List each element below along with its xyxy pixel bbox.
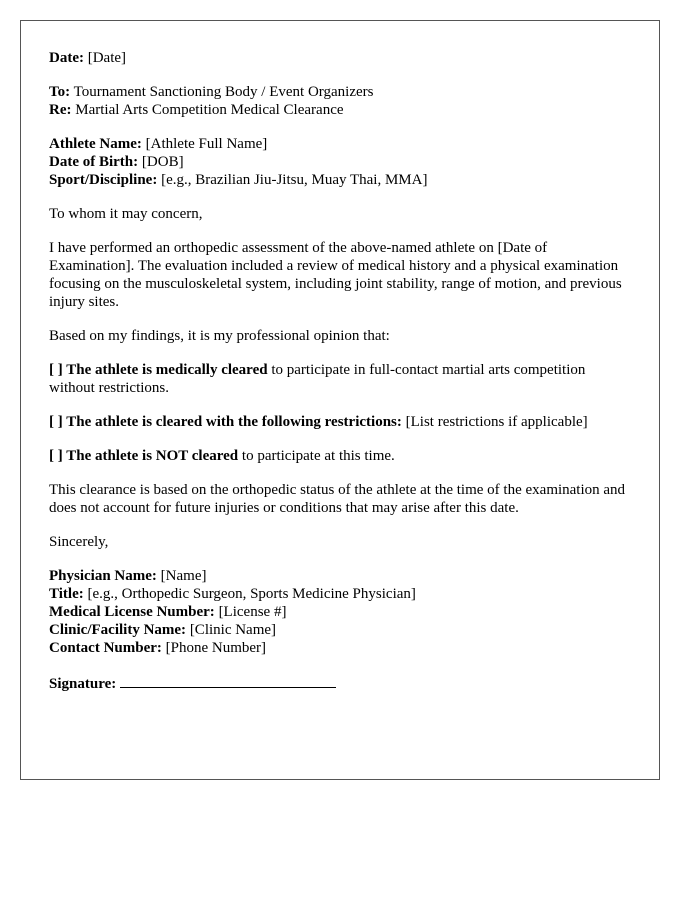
athlete-name-label: Athlete Name: [49, 136, 142, 152]
physician-license-line [49, 603, 631, 621]
physician-clinic-label: Clinic/Facility Name: [49, 622, 187, 638]
salutation: To whom it may concern, [49, 206, 203, 222]
physician-clinic-line [49, 621, 631, 639]
date-line [49, 49, 631, 67]
physician-title-value: [e.g., Orthopedic Surgeon, Sports Medicine Physician] [87, 586, 416, 602]
to-line [49, 83, 631, 101]
recipient-block [49, 83, 631, 119]
physician-license-label: Medical License Number: [49, 604, 215, 620]
athlete-name-value: [Athlete Full Name] [145, 136, 268, 152]
option-not-cleared-bold: [ ] The athlete is NOT cleared [49, 448, 239, 464]
opinion-paragraph: Based on my findings, it is my professional opinion that: [49, 328, 390, 344]
physician-name-label: Physician Name: [49, 568, 157, 584]
physician-contact-value: [Phone Number] [165, 640, 267, 656]
option-restricted [49, 413, 631, 431]
athlete-name-line [49, 135, 631, 153]
athlete-dob-label: Date of Birth: [49, 154, 139, 170]
date-value: [Date] [87, 50, 127, 66]
to-label: To: [49, 84, 71, 100]
option-cleared [49, 361, 631, 397]
physician-name-line [49, 567, 631, 585]
athlete-sport-label: Sport/Discipline: [49, 172, 158, 188]
option-cleared-text: to participate in full-contact martial arts competition without restrictions. [49, 362, 586, 396]
physician-title-label: Title: [49, 586, 84, 602]
athlete-dob-value: [DOB] [141, 154, 184, 170]
physician-clinic-value: [Clinic Name] [189, 622, 277, 638]
signature-label: Signature: [49, 676, 117, 692]
re-label: Re: [49, 102, 72, 118]
closing: Sincerely, [49, 534, 109, 550]
option-cleared-bold: [ ] The athlete is medically cleared [49, 362, 268, 378]
option-not-cleared-text: to participate at this time. [238, 448, 395, 464]
clearance-basis-paragraph: This clearance is based on the orthopedic status of the athlete at the time of the examination and does not account for future injuries or conditions that may arise after this date. [49, 482, 626, 516]
physician-license-value: [License #] [218, 604, 287, 620]
option-restricted-bold: [ ] The athlete is cleared with the following restrictions: [49, 414, 402, 430]
option-not-cleared [49, 447, 631, 465]
physician-title-line [49, 585, 631, 603]
option-restricted-text: [List restrictions if applicable] [401, 414, 588, 430]
physician-contact-label: Contact Number: [49, 640, 162, 656]
re-line [49, 101, 631, 119]
to-value: Tournament Sanctioning Body / Event Organizers [73, 84, 374, 100]
signature-line [49, 673, 631, 693]
athlete-dob-line [49, 153, 631, 171]
physician-block [49, 567, 631, 657]
athlete-sport-value: [e.g., Brazilian Jiu-Jitsu, Muay Thai, MMA] [161, 172, 428, 188]
re-value: Martial Arts Competition Medical Clearance [75, 102, 344, 118]
physician-contact-line [49, 639, 631, 657]
letter-document [20, 20, 660, 780]
date-label: Date: [49, 50, 84, 66]
athlete-block [49, 135, 631, 189]
assessment-paragraph: I have performed an orthopedic assessment of the above-named athlete on [Date of Examination]. The evaluation included a review of medical history and a physical examination focusing on the musculoskeletal system, including joint stability, range of motion, and previous injury sites. [49, 240, 622, 310]
physician-name-value: [Name] [160, 568, 207, 584]
signature-blank [120, 673, 336, 688]
athlete-sport-line [49, 171, 631, 189]
